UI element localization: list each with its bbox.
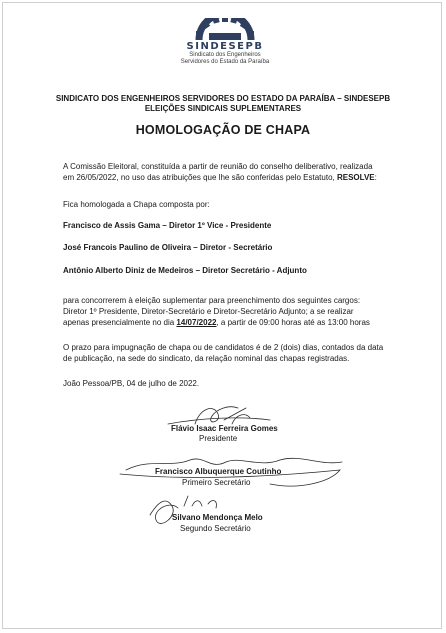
election-line: apenas presencialmente no dia 14/07/2022, a partir de 09:00 horas até as 13:00 horas	[63, 318, 370, 328]
logo-subtitle: Servidores do Estado da Paraíba	[180, 59, 270, 65]
member-item: José Francois Paulino de Oliveira – Diretor - Secretário	[63, 243, 273, 252]
signatory-role: Presidente	[199, 434, 238, 443]
member-item: Antônio Alberto Diniz de Medeiros – Diretor Secretário - Adjunto	[63, 266, 307, 275]
signatory-name: Silvano Mendonça Melo	[172, 513, 263, 522]
signatory-role: Segundo Secretário	[180, 524, 251, 533]
homologated-text: Fica homologada a Chapa composta por:	[63, 200, 210, 209]
header-line-2: ELEIÇÕES SINDICAIS SUPLEMENTARES	[144, 104, 302, 113]
logo-name: SINDESEPB	[186, 41, 264, 52]
member-item: Francisco de Assis Gama – Diretor 1º Vice - Presidente	[63, 221, 272, 230]
deadline-line: O prazo para impugnação de chapa ou de candidatos é de 2 (dois) dias, contados da data	[63, 343, 384, 352]
election-date: 14/07/2022	[176, 318, 217, 328]
signatory-name: Flávio Isaac Ferreira Gomes	[171, 424, 278, 433]
resolve-text: RESOLVE	[336, 173, 375, 183]
election-line: Diretor 1º Presidente, Diretor-Secretário e Diretor-Secretário Adjunto; a se realizar	[63, 307, 354, 317]
header-line-1: SINDICATO DOS ENGENHEIROS SERVIDORES DO ESTADO DA PARAÍBA – SINDESEPB	[55, 94, 391, 103]
intro-line: em 26/05/2022, no uso das atribuições que lhe são conferidas pelo Estatuto, RESOLVE:	[63, 173, 377, 183]
election-line: para concorrerem à eleição suplementar para preenchimento dos seguintes cargos:	[63, 296, 361, 305]
signatory-name: Francisco Albuquerque Coutinho	[155, 467, 282, 476]
place-date: João Pessoa/PB, 04 de julho de 2022.	[63, 379, 200, 388]
page-title: HOMOLOGAÇÃO DE CHAPA	[135, 123, 311, 137]
signatory-role: Primeiro Secretário	[182, 478, 251, 487]
intro-line: A Comissão Eleitoral, constituída a partir de reunião do conselho deliberativo, realizada	[63, 162, 373, 171]
deadline-line: de publicação, na sede do sindicato, da relação nominal das chapas registradas.	[63, 354, 350, 364]
logo-subtitle: Sindicato dos Engenheiros	[189, 52, 261, 58]
